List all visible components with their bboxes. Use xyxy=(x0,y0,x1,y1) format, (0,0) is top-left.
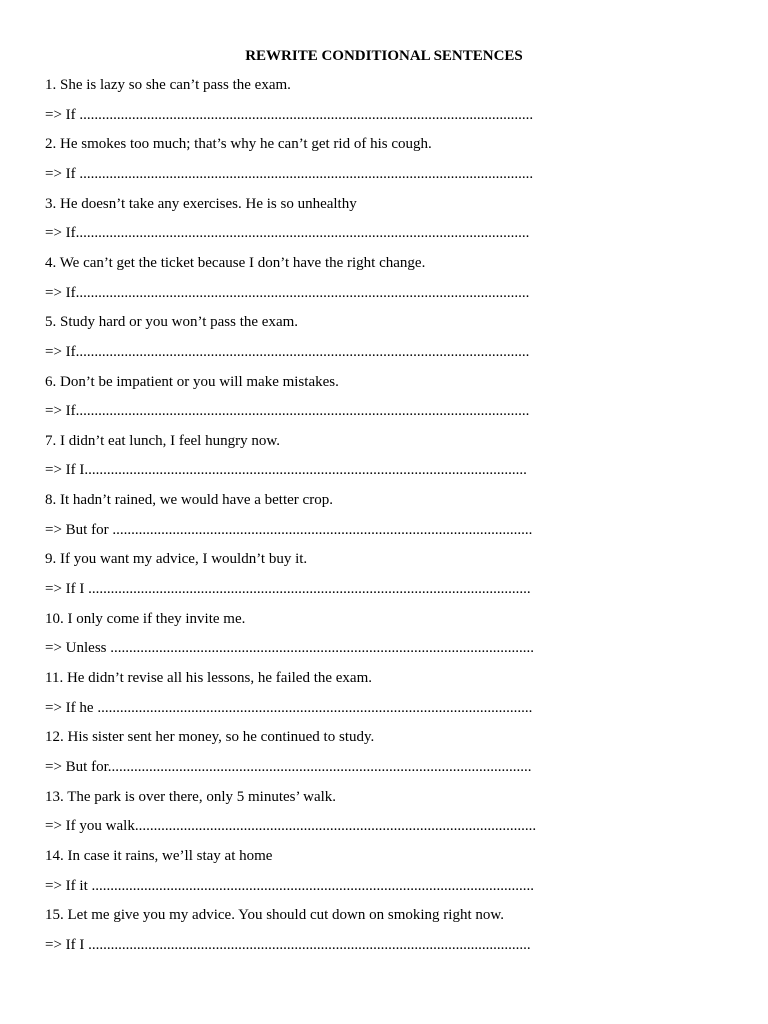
worksheet-title: REWRITE CONDITIONAL SENTENCES xyxy=(245,48,523,64)
exercise-question: 9. If you want my advice, I wouldn’t buy it. xyxy=(45,551,308,568)
exercise-question: 3. He doesn’t take any exercises. He is so unhealthy xyxy=(45,195,357,212)
exercise-question: 14. In case it rains, we’ll stay at home xyxy=(45,847,273,864)
answer-line[interactable]: => But for................................................................................................................. xyxy=(45,758,532,775)
answer-line[interactable]: => If......................................................................................................................... xyxy=(45,225,530,242)
answer-line[interactable]: => If......................................................................................................................... xyxy=(45,343,530,360)
exercise-question: 5. Study hard or you won’t pass the exam. xyxy=(45,314,299,331)
exercise-question: 4. We can’t get the ticket because I don’t have the right change. xyxy=(45,254,426,271)
exercise-question: 8. It hadn’t rained, we would have a better crop. xyxy=(45,492,333,509)
exercise-question: 13. The park is over there, only 5 minutes’ walk. xyxy=(45,788,337,805)
answer-line[interactable]: => If he .................................................................................................................... xyxy=(45,699,533,716)
exercise-question: 10. I only come if they invite me. xyxy=(45,610,246,627)
answer-line[interactable]: => If......................................................................................................................... xyxy=(45,403,530,420)
exercise-question: 11. He didn’t revise all his lessons, he failed the exam. xyxy=(45,670,373,686)
answer-line[interactable]: => If I ...................................................................................................................... xyxy=(45,581,531,597)
exercise-question: 15. Let me give you my advice. You should cut down on smoking right now. xyxy=(45,907,504,924)
answer-line[interactable]: => Unless ................................................................................................................. xyxy=(45,640,535,657)
answer-line[interactable]: => If you walk........................................................................................................... xyxy=(45,818,537,835)
answer-line[interactable]: => If I ...................................................................................................................... xyxy=(45,936,531,953)
exercise-question: 2. He smokes too much; that’s why he can’t get rid of his cough. xyxy=(45,136,432,153)
answer-line[interactable]: => If it ...................................................................................................................... xyxy=(45,877,534,894)
exercise-question: 1. She is lazy so she can’t pass the exam. xyxy=(45,77,291,93)
answer-line[interactable]: => If ......................................................................................................................... xyxy=(45,165,534,182)
exercise-question: 6. Don’t be impatient or you will make mistakes. xyxy=(45,373,339,390)
answer-line[interactable]: => If......................................................................................................................... xyxy=(45,284,530,301)
answer-line[interactable]: => But for ................................................................................................................ xyxy=(45,521,533,538)
answer-line[interactable]: => If I...................................................................................................................... xyxy=(45,462,527,479)
exercise-question: 7. I didn’t eat lunch, I feel hungry now. xyxy=(45,432,280,449)
answer-line[interactable]: => If ......................................................................................................................... xyxy=(45,106,534,123)
exercise-question: 12. His sister sent her money, so he continued to study. xyxy=(45,729,375,746)
